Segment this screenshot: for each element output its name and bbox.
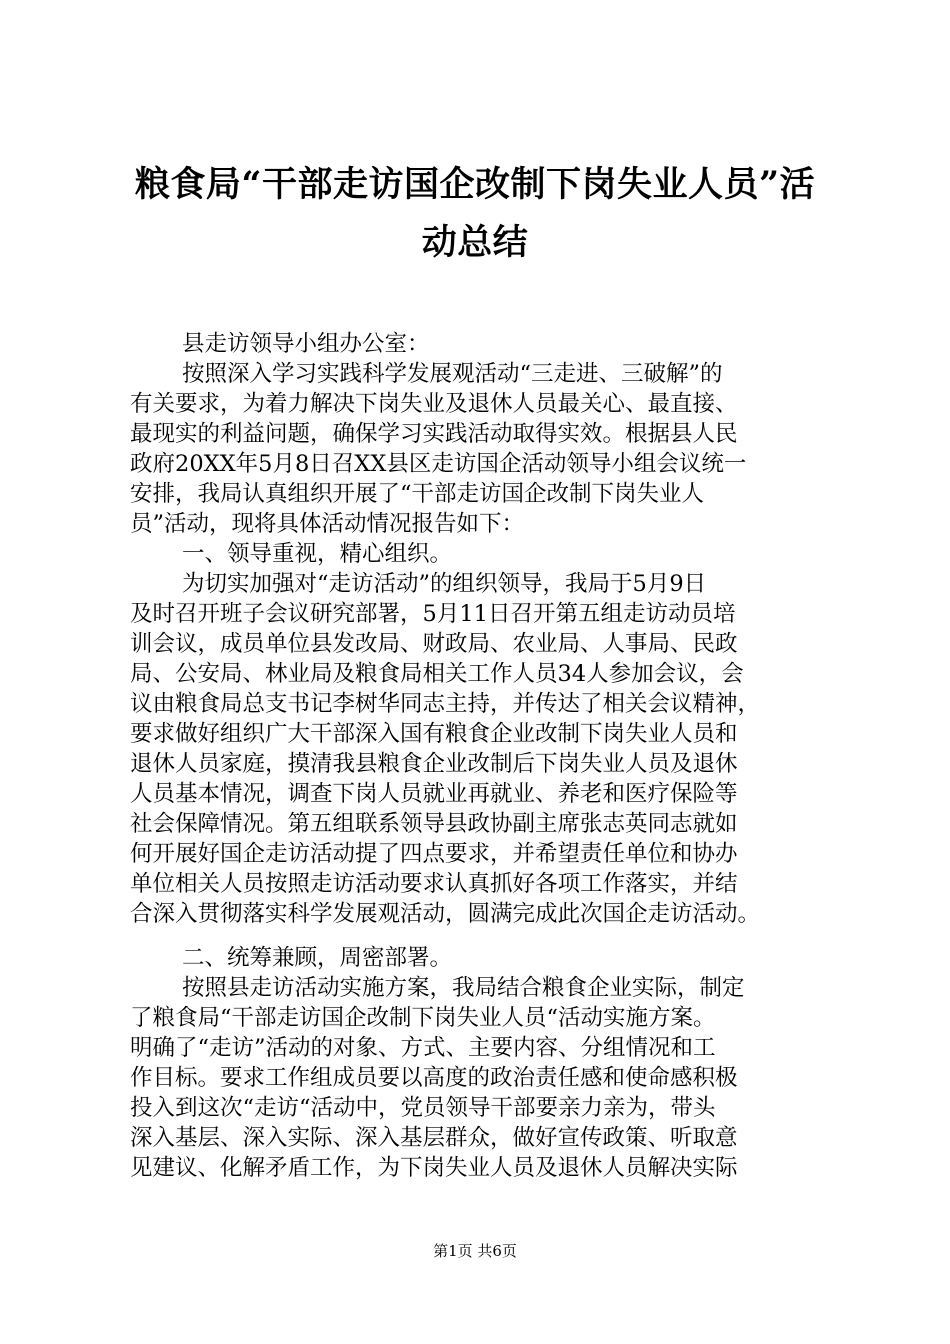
paragraph-line: 按照深入学习实践科学发展观活动“三走进、三破解”的 [182, 361, 723, 387]
title-line-2: 动总结 [421, 222, 529, 263]
paragraph-line: 按照县走访活动实施方案，我局结合粮食企业实际，制定 [182, 975, 745, 1001]
paragraph-line: 社会保障情况。第五组联系领导县政协副主席张志英同志就如 [130, 811, 738, 837]
document-title [100, 156, 850, 272]
paragraph-line: 何开展好国企走访活动提了四点要求，并希望责任单位和协办 [130, 841, 738, 867]
paragraph-line: 政府20XX年5月8日召XX县区走访国企活动领导小组会议统一 [130, 451, 747, 477]
paragraph-line: 明确了“走访”活动的对象、方式、主要内容、分组情况和工 [130, 1035, 716, 1061]
paragraph-line: 投入到这次“走访“活动中，党员领导干部要亲力亲为，带头 [130, 1095, 716, 1121]
paragraph-line: 议由粮食局总支书记李树华同志主持，并传达了相关会议精神， [130, 691, 761, 717]
paragraph-line: 训会议，成员单位县发改局、财政局、农业局、人事局、民政 [130, 631, 738, 657]
paragraph-line: 安排，我局认真组织开展了“干部走访国企改制下岗失业人 [130, 481, 705, 507]
paragraph-line: 要求做好组织广大干部深入国有粮食企业改制下岗失业人员和 [130, 721, 738, 747]
paragraph-line: 最现实的利益问题，确保学习实践活动取得实效。根据县人民 [130, 421, 738, 447]
section-heading: 一、领导重视，精心组织。 [182, 541, 453, 567]
paragraph-line: 员”活动，现将具体活动情况报告如下： [130, 511, 525, 537]
paragraph-line: 局、公安局、林业局及粮食局相关工作人员34人参加会议，会 [130, 661, 744, 687]
paragraph-line: 人员基本情况，调查下岗人员就业再就业、养老和医疗保险等 [130, 781, 738, 807]
title-line-1: 粮食局“干部走访国企改制下岗失业人员”活 [134, 164, 816, 205]
page-number-footer: 第1页 共6页 [433, 1242, 517, 1260]
paragraph-line: 及时召开班子会议研究部署，5月11日召开第五组走访动员培 [130, 601, 736, 627]
salutation: 县走访领导小组办公室： [182, 331, 430, 357]
paragraph-line: 退休人员家庭，摸清我县粮食企业改制后下岗失业人员及退休 [130, 751, 738, 777]
paragraph-line: 见建议、化解矛盾工作，为下岗失业人员及退休人员解决实际 [130, 1155, 738, 1181]
section-heading: 二、统筹兼顾，周密部署。 [182, 945, 453, 971]
paragraph-line: 为切实加强对“走访活动”的组织领导，我局于5月9日 [182, 571, 707, 597]
paragraph-line: 深入基层、深入实际、深入基层群众，做好宣传政策、听取意 [130, 1125, 738, 1151]
paragraph-line: 单位相关人员按照走访活动要求认真抓好各项工作落实，并结 [130, 871, 738, 897]
paragraph-line: 合深入贯彻落实科学发展观活动，圆满完成此次国企走访活动。 [130, 901, 761, 927]
paragraph-line: 作目标。要求工作组成员要以高度的政治责任感和使命感积极 [130, 1065, 738, 1091]
paragraph-line: 了粮食局“干部走访国企改制下岗失业人员“活动实施方案。 [130, 1005, 716, 1031]
paragraph-line: 有关要求，为着力解决下岗失业及退休人员最关心、最直接、 [130, 391, 738, 417]
